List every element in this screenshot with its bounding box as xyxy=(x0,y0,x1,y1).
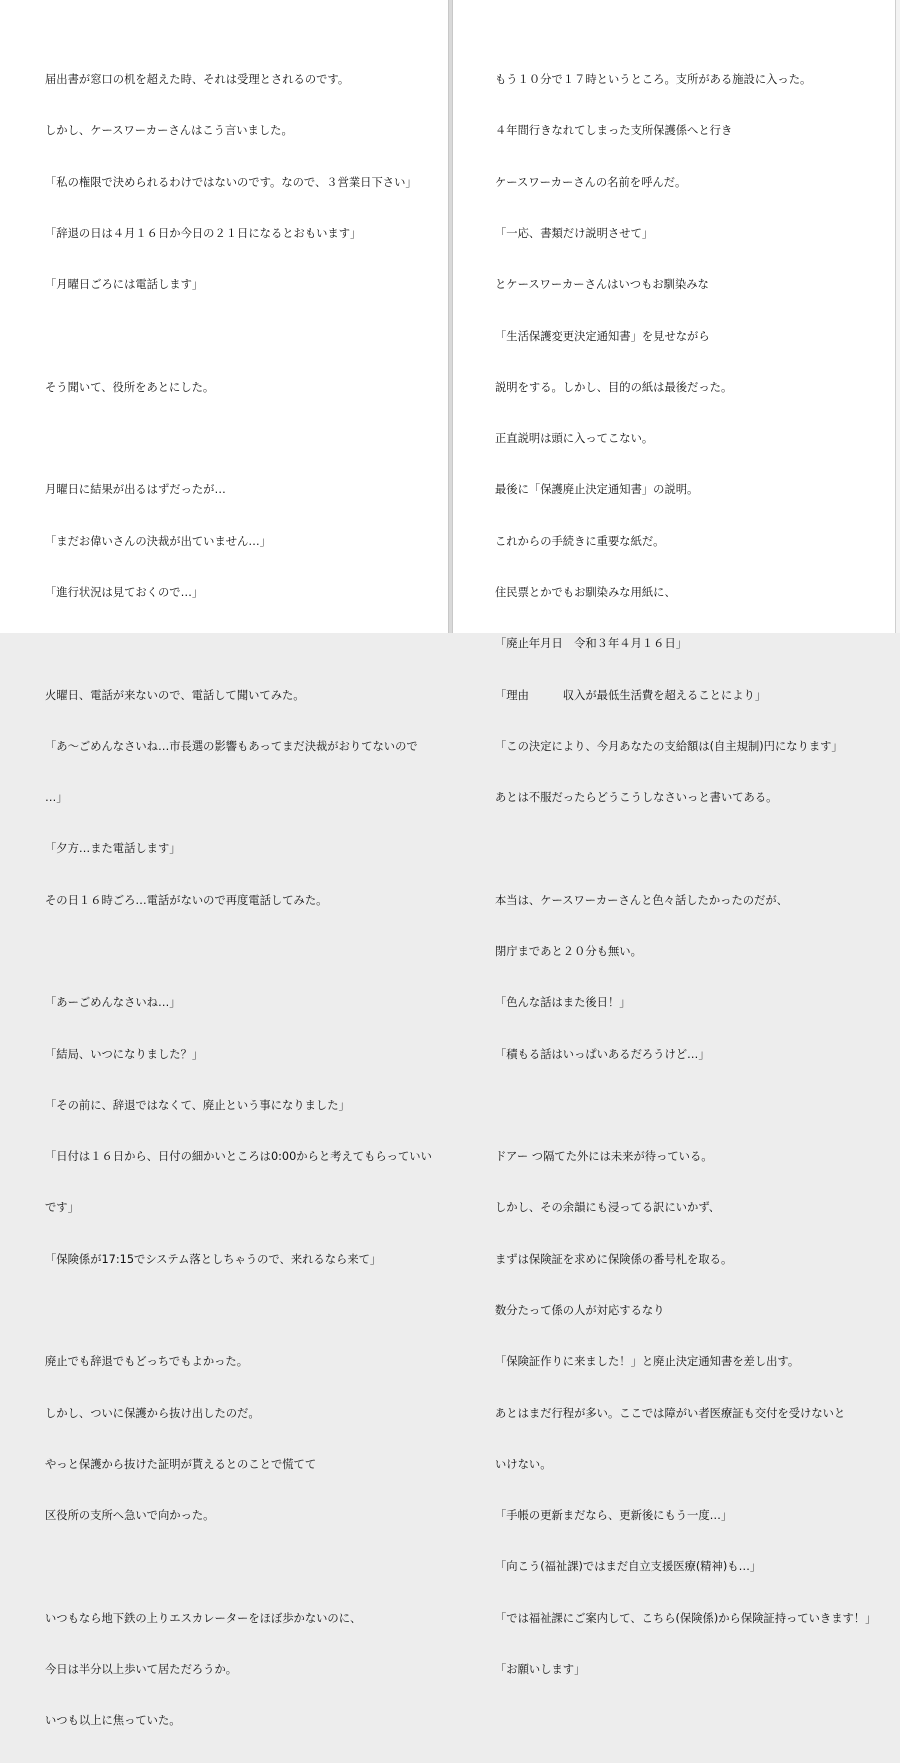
blank-line xyxy=(45,1302,437,1319)
text-line: もう１０分で１７時というところ。支所がある施設に入った。 xyxy=(495,73,812,87)
text-line: …」 xyxy=(45,791,68,805)
text-line: 「廃止年月日 令和３年４月１６日」 xyxy=(495,637,688,651)
text-line: いつもなら地下鉄の上りエスカレーターをほぼ歩かないのに、 xyxy=(45,1611,362,1625)
text-line: 「その前に、辞退ではなくて、廃止という事になりました」 xyxy=(45,1098,350,1112)
text-line: 「では福祉課にご案内して、こちら(保険係)から保険証持っていきます！」 xyxy=(495,1611,877,1625)
text-line: 「私の権限で決められるわけではないのです。なので、３営業日下さい」 xyxy=(45,175,417,189)
text-line: 届出書が窓口の机を超えた時、それは受理とされるのです。 xyxy=(45,73,350,87)
text-line: そう聞いて、役所をあとにした。 xyxy=(45,380,215,394)
text-line: 最後に「保護廃止決定通知書」の説明。 xyxy=(495,483,699,497)
text-line: しかし、その余韻にも浸ってる訳にいかず、 xyxy=(495,1201,721,1215)
text-line: とケースワーカーさんはいつもお馴染みな xyxy=(495,278,709,292)
blank-line xyxy=(45,635,437,652)
text-line: いつも以上に焦っていた。 xyxy=(45,1714,181,1728)
text-line: 「一応、書類だけ説明させて」 xyxy=(495,227,654,241)
text-line: 区役所の支所へ急いで向かった。 xyxy=(45,1509,215,1523)
text-line: あとはまだ行程が多い。ここでは障がい者医療証も交付を受けないと xyxy=(495,1406,846,1420)
text-line: 数分たって係の人が対応するなり xyxy=(495,1303,665,1317)
blank-line xyxy=(45,430,437,447)
text-line: 「あーごめんなさいね…」 xyxy=(45,996,181,1010)
text-line: 「日付は１６日から、日付の細かいところは0:00からと考えてもらっていい xyxy=(45,1150,432,1164)
window-edge xyxy=(895,0,900,633)
text-line: あとは不服だったらどうこうしなさいっと書いてある。 xyxy=(495,791,778,805)
text-line: 「手帳の更新まだなら、更新後にもう一度…」 xyxy=(495,1509,733,1523)
text-line: やっと保護から抜けた証明が貰えるとのことで慌てて xyxy=(45,1457,317,1471)
text-line: 「向こう(福祉課)ではまだ自立支援医療(精神)も…」 xyxy=(495,1560,762,1574)
text-line: 「積もる話はいっぱいあるだろうけど…」 xyxy=(495,1047,710,1061)
text-line: 本当は、ケースワーカーさんと色々話したかったのだが、 xyxy=(495,893,788,907)
text-line: しかし、ケースワーカーさんはこう言いました。 xyxy=(45,124,293,138)
document-page-left xyxy=(0,0,449,1728)
text-line: 「進行状況は見ておくので…」 xyxy=(45,586,204,599)
blank-line xyxy=(495,1097,887,1114)
text-line: いけない。 xyxy=(495,1457,552,1471)
text-line: 「お願いします」 xyxy=(495,1662,586,1676)
text-line: 正直説明は頭に入ってこない。 xyxy=(495,432,654,446)
document-page-right xyxy=(452,0,895,1676)
text-line: 今日は半分以上歩いて居ただろうか。 xyxy=(45,1662,238,1676)
text-line: ケースワーカーさんの名前を呼んだ。 xyxy=(495,175,687,189)
blank-line xyxy=(495,840,887,857)
blank-line xyxy=(45,328,437,345)
text-line: 「この決定により、今月あなたの支給額は(自主規制)円になります」 xyxy=(495,739,843,753)
text-line: 「夕方…また電話します」 xyxy=(45,842,181,856)
text-line: 閉庁まであと２０分も無い。 xyxy=(495,944,642,958)
text-line: しかし、ついに保護から抜け出したのだ。 xyxy=(45,1406,260,1420)
blank-line xyxy=(45,1558,437,1575)
text-line: その日１６時ごろ…電話がないので再度電話してみた。 xyxy=(45,893,328,907)
text-line: これからの手続きに重要な紙だ。 xyxy=(495,534,665,548)
text-line: まずは保険証を求めに保険係の番号札を取る。 xyxy=(495,1252,733,1266)
text-line: 「まだお偉いさんの決裁が出ていません…」 xyxy=(45,534,271,548)
text-line: 説明をする。しかし、目的の紙は最後だった。 xyxy=(495,380,733,394)
text-line: 「あ～ごめんなさいね…市長選の影響もあってまだ決裁がおりてないので xyxy=(45,739,418,753)
text-line: ドアー つ隔てた外には未来が待っている。 xyxy=(495,1150,713,1164)
text-line: 住民票とかでもお馴染みな用紙に、 xyxy=(495,586,676,599)
text-line: 「生活保護変更決定通知書」を見せながら xyxy=(495,329,710,343)
text-line: 月曜日に結果が出るはずだったが… xyxy=(45,483,226,497)
text-line: 廃止でも辞退でもどっちでもよかった。 xyxy=(45,1355,249,1369)
page-text-right xyxy=(495,37,887,1712)
text-line: 「辞退の日は４月１６日か今日の２１日になるとおもいます」 xyxy=(45,227,362,241)
text-line: 「保険係が17:15でシステム落としちゃうので、来れるなら来て」 xyxy=(45,1252,382,1266)
page-text-left xyxy=(45,37,437,1763)
text-line: ４年間行きなれてしまった支所保護係へと行き xyxy=(495,124,733,138)
text-line: 火曜日、電話が来ないので、電話して聞いてみた。 xyxy=(45,688,305,702)
text-line: 「色んな話はまた後日！」 xyxy=(495,996,631,1010)
text-line: 「月曜日ごろには電話します」 xyxy=(45,278,204,292)
text-line: 「理由 収入が最低生活費を超えることにより」 xyxy=(495,688,767,702)
text-line: 「保険証作りに来ました！」と廃止決定通知書を差し出す。 xyxy=(495,1355,800,1369)
blank-line xyxy=(45,943,437,960)
text-line: 「結局、いつになりました？」 xyxy=(45,1047,204,1061)
text-line: です」 xyxy=(45,1201,79,1215)
